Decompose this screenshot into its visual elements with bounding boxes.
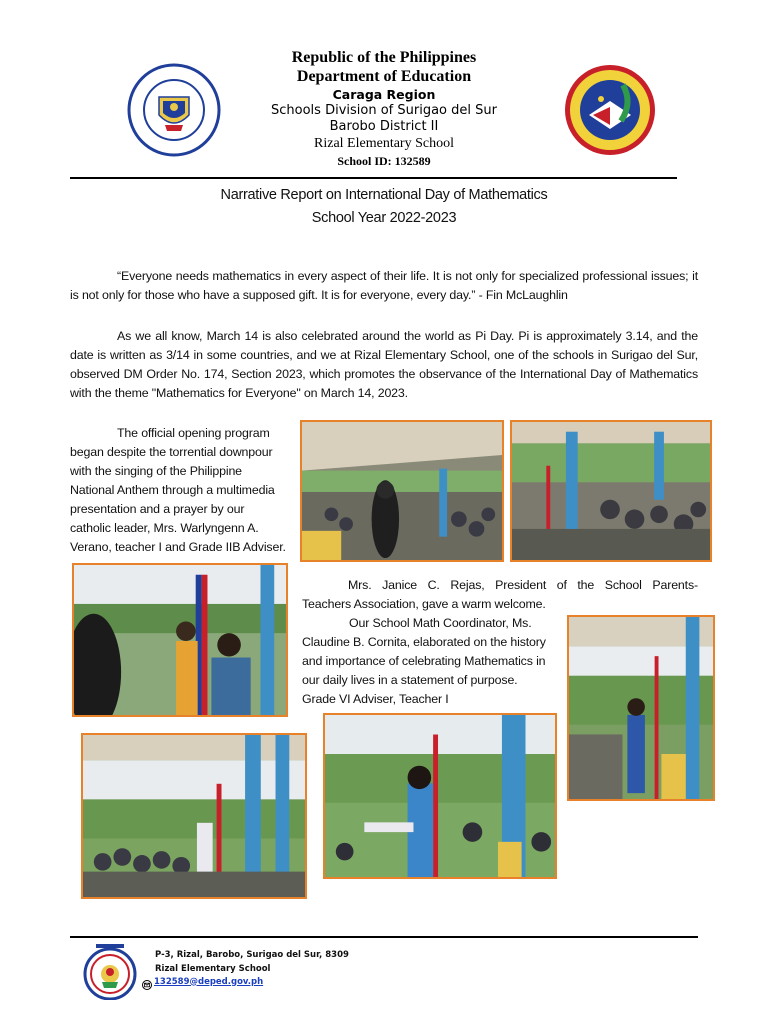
photo-opening-crowd	[300, 420, 504, 562]
footer-email-link[interactable]: 132589@deped.gov.ph	[154, 976, 264, 987]
header-department: Department of Education	[296, 68, 472, 85]
text-line: catholic leader, Mrs. Warlyngenn A.	[70, 521, 259, 535]
report-subtitle: School Year 2022-2023	[311, 210, 457, 226]
mail-icon	[142, 977, 152, 987]
footer-school-name: Rizal Elementary School	[155, 964, 271, 974]
header-divider	[70, 177, 677, 179]
text-line: Teachers Association, gave a warm welcome.	[302, 597, 546, 611]
photo-welcome-speech	[72, 563, 288, 717]
header-district: Barobo District II	[329, 119, 439, 134]
footer-email-row	[142, 975, 263, 988]
quote-paragraph: “Everyone needs mathematics in every aspect of their life. It is not only for specialized professional issues; it is not only for those who have a supposed gift. It is for everyone, every day.” - Fin McLaughlin	[70, 269, 698, 302]
text-line: The official opening program	[117, 426, 270, 440]
header-school-id: School ID: 132589	[337, 154, 431, 168]
welcome-paragraph	[302, 576, 698, 614]
photo-math-talk	[323, 713, 557, 879]
coordinator-paragraph	[302, 614, 564, 709]
text-line: Claudine B. Cornita, elaborated on the history	[302, 635, 546, 649]
photo-opening-students	[510, 420, 712, 562]
text-line: our daily lives in a statement of purpose.	[302, 673, 518, 687]
footer-divider	[70, 936, 698, 938]
footer-address: P-3, Rizal, Barobo, Surigao del Sur, 8309	[155, 950, 349, 960]
text-line: began despite the torrential downpour	[70, 445, 273, 459]
header-school: Rizal Elementary School	[314, 136, 454, 151]
text-line: Verano, teacher I and Grade IIB Adviser.	[70, 540, 286, 554]
text-line: presentation and a prayer by our	[70, 502, 245, 516]
header-division: Schools Division of Surigao del Sur	[271, 103, 497, 118]
text-line: with the singing of the Philippine	[70, 464, 242, 478]
school-logo	[76, 942, 144, 1000]
opening-program-paragraph	[70, 424, 302, 557]
photo-math-coordinator	[567, 615, 715, 801]
pi-day-paragraph: As we all know, March 14 is also celebrated around the world as Pi Day. Pi is approximately 3.14, and the date is written as 3/14 in some countries, and we at Rizal Elementary School, one of the schools in Surigao del Sur, observed DM Order No. 174, Section 2023, which promotes the observance of the International Day of Mathematics with the theme "Mathematics for Everyone" on March 14, 2023.	[70, 329, 698, 400]
photo-program-audience	[81, 733, 307, 899]
text-line: Grade VI Adviser, Teacher I	[302, 692, 449, 706]
text-line: and importance of celebrating Mathematics in	[302, 654, 546, 668]
text-line: Our School Math Coordinator, Ms.	[349, 616, 532, 630]
header-republic: Republic of the Philippines	[291, 49, 477, 66]
report-title: Narrative Report on International Day of Mathematics	[220, 187, 548, 203]
text-line: Mrs. Janice C. Rejas, President of the School Parents-	[348, 578, 698, 592]
header-region: Caraga Region	[332, 87, 436, 102]
text-line: National Anthem through a multimedia	[70, 483, 275, 497]
